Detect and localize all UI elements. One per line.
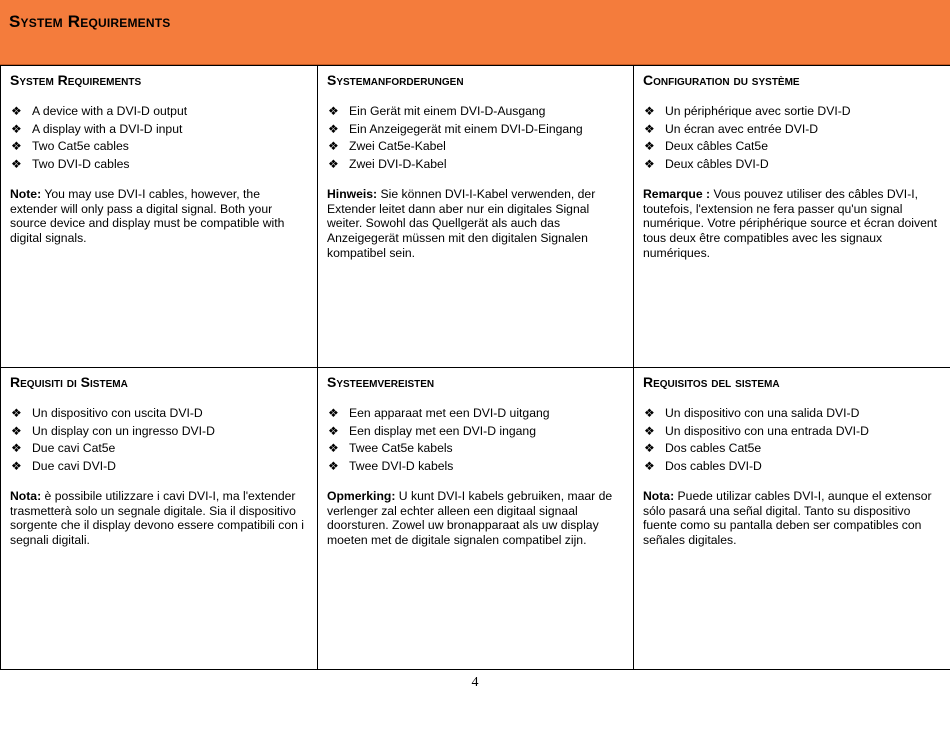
section-heading: Systemanforderungen: [327, 72, 464, 88]
note-text: Puede utilizar cables DVI-I, aunque el extensor sólo pasará una señal digital. Tanto su dispositivo fuente como su pantalla deben ser compatibles con señales digitales.: [643, 488, 932, 547]
diamond-bullet-icon: ❖: [11, 121, 22, 136]
list-item: ❖ A device with a DVI-D output: [11, 104, 188, 118]
list-item: ❖ Two Cat5e cables: [11, 139, 129, 154]
note: [327, 187, 625, 261]
diamond-bullet-icon: ❖: [644, 121, 655, 136]
diamond-bullet-icon: ❖: [11, 406, 22, 420]
list-item: ❖ Deux câbles DVI-D: [644, 157, 769, 172]
section-heading: Configuration du système: [643, 72, 800, 88]
note: [643, 187, 942, 261]
list-item: ❖ Ein Anzeigegerät mit einem DVI-D-Eingang: [328, 121, 583, 136]
list-item: ❖ Dos cables DVI-D: [644, 459, 762, 474]
section-dutch: [318, 367, 634, 670]
requirements-list: [327, 103, 625, 174]
diamond-bullet-icon: ❖: [328, 441, 339, 456]
note: [10, 187, 309, 246]
list-item: ❖ Un écran avec entrée DVI-D: [644, 121, 819, 136]
section-english: [1, 65, 318, 367]
page-number: 4: [471, 675, 479, 690]
list-item: ❖ Un display con un ingresso DVI-D: [11, 423, 215, 438]
note-label: Nota:: [643, 488, 675, 503]
list-item: ❖ Zwei Cat5e-Kabel: [328, 139, 446, 154]
note-label: Nota:: [10, 488, 42, 503]
requirements-list: [327, 405, 625, 476]
requirements-grid: [0, 65, 950, 670]
list-item: ❖ Dos cables Cat5e: [644, 441, 762, 456]
list-item: ❖ Un dispositivo con uscita DVI-D: [11, 406, 203, 420]
section-heading: System Requirements: [10, 72, 142, 88]
note-label: Opmerking:: [327, 488, 396, 503]
list-item: ❖ Een display met een DVI-D ingang: [328, 423, 536, 438]
requirements-list: [643, 103, 942, 174]
section-italian: [1, 367, 318, 670]
section-heading: Requisitos del sistema: [643, 374, 780, 390]
section-spanish: [634, 367, 950, 670]
note-text: Sie können DVI-I-Kabel verwenden, der Extender leitet dann aber nur ein digitales Signal weiter. Sowohl das Quellgerät als auch das Anzeigegerät müssen mit den digitalen Signalen kompatibel sein.: [327, 186, 596, 260]
note: [643, 489, 942, 548]
list-item: ❖ Zwei DVI-D-Kabel: [328, 157, 447, 172]
diamond-bullet-icon: ❖: [328, 406, 339, 420]
diamond-bullet-icon: ❖: [328, 104, 339, 118]
diamond-bullet-icon: ❖: [644, 459, 655, 474]
note: [10, 489, 309, 548]
diamond-bullet-icon: ❖: [11, 423, 22, 438]
list-item: ❖ A display with a DVI-D input: [11, 121, 183, 136]
requirements-list: [10, 103, 309, 174]
section-german: [318, 65, 634, 367]
diamond-bullet-icon: ❖: [328, 423, 339, 438]
requirements-list: [643, 405, 942, 476]
diamond-bullet-icon: ❖: [328, 459, 339, 474]
diamond-bullet-icon: ❖: [644, 157, 655, 172]
requirements-list: [10, 405, 309, 476]
section-french: [634, 65, 950, 367]
diamond-bullet-icon: ❖: [11, 441, 22, 456]
section-heading: Requisiti di Sistema: [10, 374, 128, 390]
list-item: ❖ Due cavi DVI-D: [11, 459, 116, 474]
diamond-bullet-icon: ❖: [11, 157, 22, 172]
diamond-bullet-icon: ❖: [11, 139, 22, 154]
list-item: ❖ Ein Gerät mit einem DVI-D-Ausgang: [328, 104, 546, 118]
list-item: ❖ Un dispositivo con una entrada DVI-D: [644, 423, 869, 438]
note-text: U kunt DVI-I kabels gebruiken, maar de verlenger zal echter alleen een digitaal signaal doorsturen. Zowel uw bronapparaat als uw display moeten met de digitale signalen compatibel zijn.: [327, 488, 613, 547]
note-label: Note:: [10, 186, 42, 201]
note-text: è possibile utilizzare i cavi DVI-I, ma l'extender trasmetterà solo un segnale digitale. Sia il dispositivo sorgente che il display devono essere compatibili con i segnali digitali.: [10, 488, 305, 547]
diamond-bullet-icon: ❖: [644, 441, 655, 456]
list-item: ❖ Un périphérique avec sortie DVI-D: [644, 104, 851, 118]
list-item: ❖ Un dispositivo con una salida DVI-D: [644, 406, 860, 420]
note-label: Remarque :: [643, 186, 711, 201]
note-text: Vous pouvez utiliser des câbles DVI-I, toutefois, l'extension ne fera passer qu'un signal numérique. Votre périphérique source et écran doivent tous deux être compatibles avec les signaux numériques.: [643, 186, 938, 260]
note: [327, 489, 625, 548]
list-item: ❖ Deux câbles Cat5e: [644, 139, 768, 154]
list-item: ❖ Due cavi Cat5e: [11, 441, 116, 456]
diamond-bullet-icon: ❖: [644, 139, 655, 154]
diamond-bullet-icon: ❖: [644, 406, 655, 420]
note-text: You may use DVI-I cables, however, the extender will only pass a digital signal. Both your source device and display must be compatible with digital signals.: [10, 186, 285, 245]
list-item: ❖ Twee Cat5e kabels: [328, 441, 453, 456]
diamond-bullet-icon: ❖: [328, 139, 339, 154]
diamond-bullet-icon: ❖: [328, 121, 339, 136]
diamond-bullet-icon: ❖: [11, 459, 22, 474]
list-item: ❖ Een apparaat met een DVI-D uitgang: [328, 406, 550, 420]
diamond-bullet-icon: ❖: [11, 104, 22, 118]
list-item: ❖ Twee DVI-D kabels: [328, 459, 454, 474]
note-label: Hinweis:: [327, 186, 378, 201]
diamond-bullet-icon: ❖: [644, 423, 655, 438]
section-heading: Systeemvereisten: [327, 374, 435, 390]
title-banner: [0, 0, 950, 65]
diamond-bullet-icon: ❖: [328, 157, 339, 172]
list-item: ❖ Two DVI-D cables: [11, 157, 130, 172]
diamond-bullet-icon: ❖: [644, 104, 655, 118]
page-title: System Requirements: [9, 12, 171, 31]
